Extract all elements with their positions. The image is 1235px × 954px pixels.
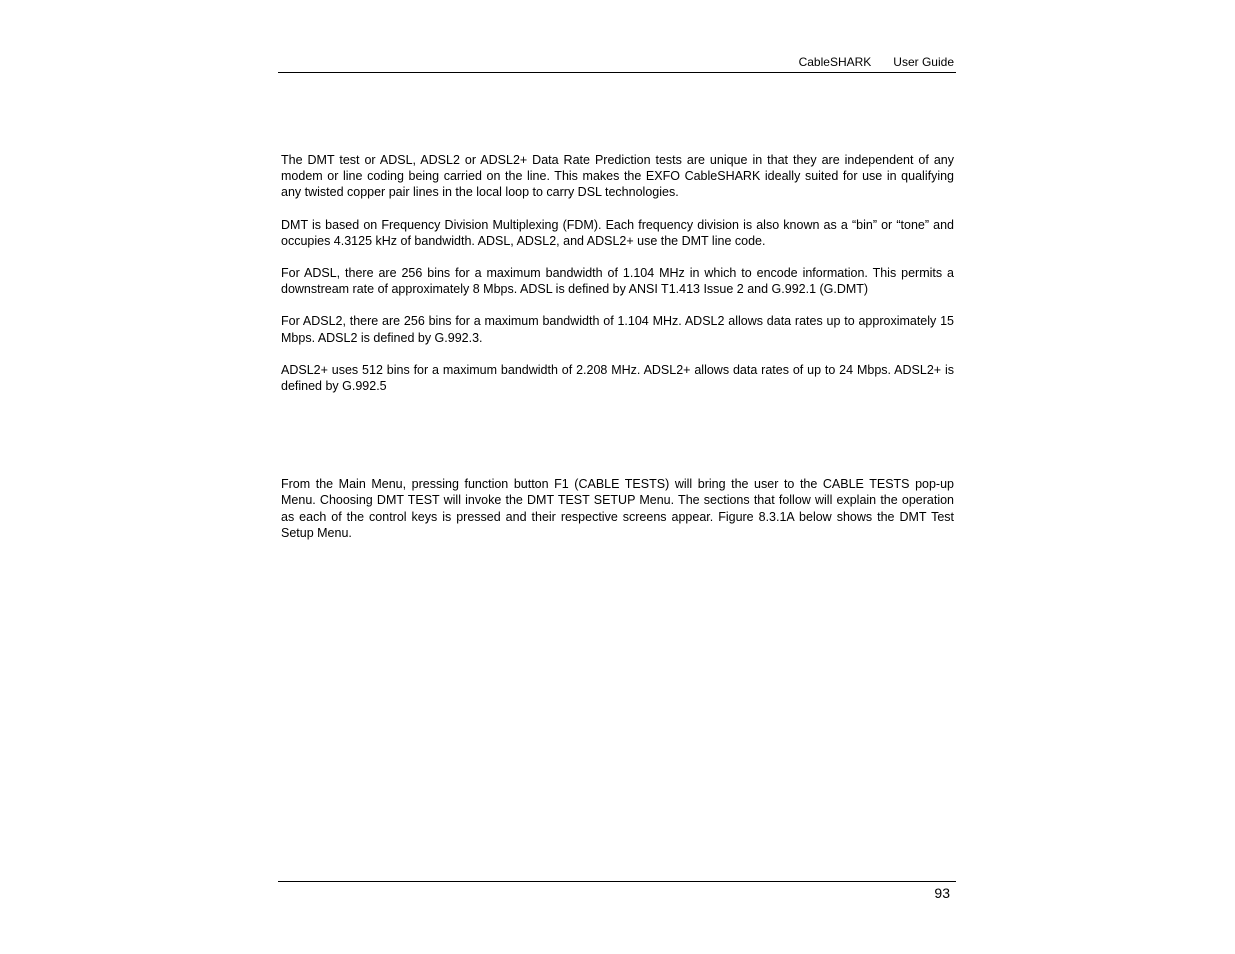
header-text (799, 55, 954, 69)
paragraph-adsl2: For ADSL2, there are 256 bins for a maximum bandwidth of 1.104 MHz. ADSL2 allows data rates up to approximately 15 Mbps. ADSL2 is defined by G.992.3. (281, 314, 954, 345)
paragraph-adsl: For ADSL, there are 256 bins for a maximum bandwidth of 1.104 MHz in which to encode information. This permits a downstream rate of approximately 8 Mbps. ADSL is defined by ANSI T1.413 Issue 2 and G.992.1 (G.DMT) (281, 266, 954, 297)
header-product-name: CableSHARK (798, 55, 872, 69)
page-body (281, 152, 954, 541)
paragraph-dmt-intro: The DMT test or ADSL, ADSL2 or ADSL2+ Data Rate Prediction tests are unique in that they are independent of any modem or line coding being carried on the line. This makes the EXFO CableSHARK ideally suited for use in qualifying any twisted copper pair lines in the local loop to carry DSL technologies. (281, 153, 954, 200)
paragraph-main-menu-instructions: From the Main Menu, pressing function button F1 (CABLE TESTS) will bring the user to the CABLE TESTS pop-up Menu. Choosing DMT TEST will invoke the DMT TEST SETUP Menu. The sections that follow will explain the operation as each of the control keys is pressed and their respective screens appear. Figure 8.3.1A below shows the DMT Test Setup Menu. (281, 477, 954, 540)
paragraph-adsl2plus: ADSL2+ uses 512 bins for a maximum bandwidth of 2.208 MHz. ADSL2+ allows data rates of up to 24 Mbps. ADSL2+ is defined by G.992.5 (281, 362, 954, 394)
paragraph-dmt-fdm: DMT is based on Frequency Division Multiplexing (FDM). Each frequency division is also known as a “bin” or “tone” and occupies 4.3125 kHz of bandwidth. ADSL, ADSL2, and ADSL2+ use the DMT line code. (281, 217, 954, 248)
page-footer (278, 881, 956, 901)
page-header (278, 54, 956, 73)
page-number: 93 (934, 885, 950, 901)
header-document-title: User Guide (893, 55, 954, 69)
